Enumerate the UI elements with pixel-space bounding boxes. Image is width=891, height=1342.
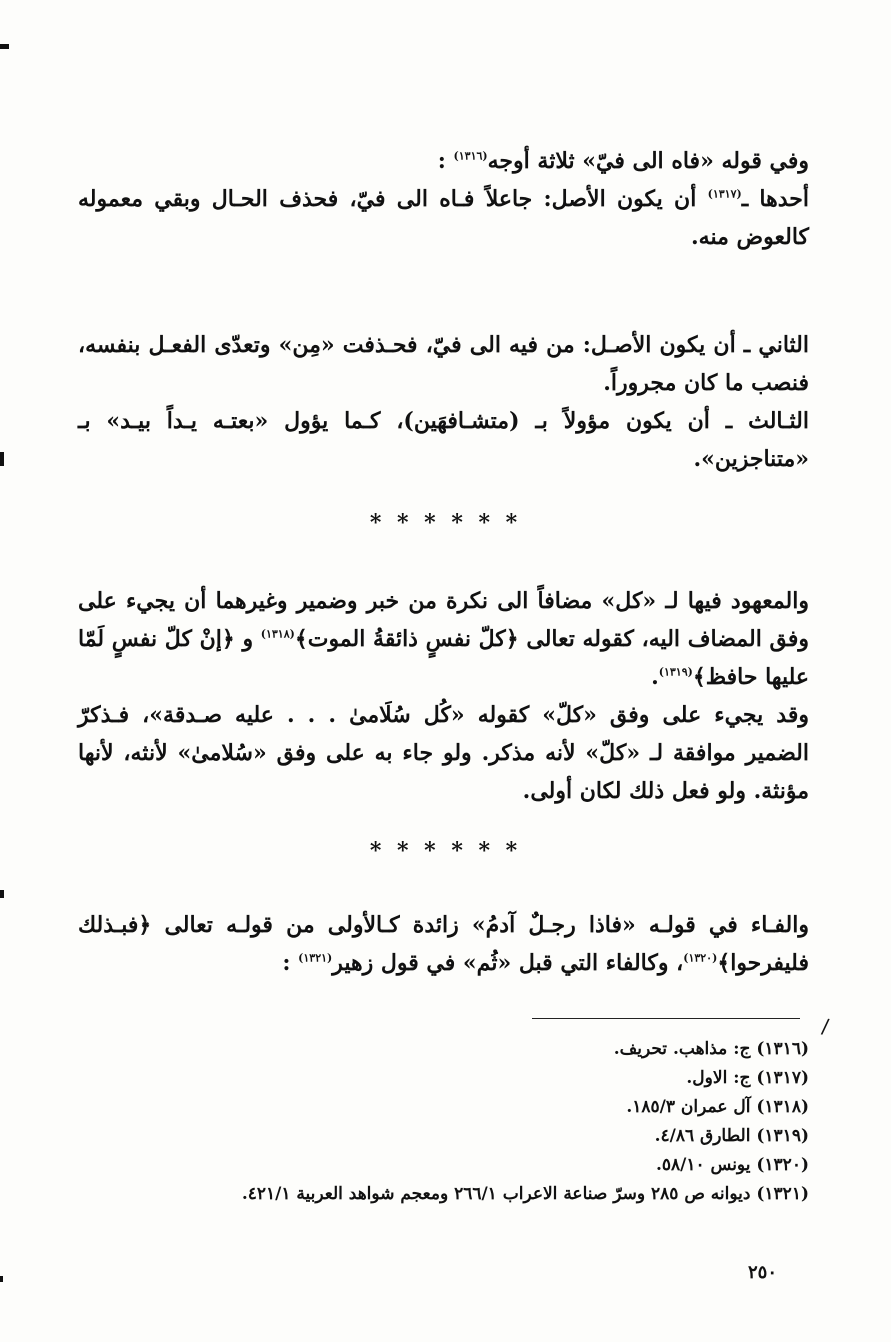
- footnotes: [80, 1035, 809, 1209]
- footnote-1317: (١٣١٧) ج: الاول.: [686, 1068, 809, 1088]
- page-number: ٢٥٠: [748, 1262, 778, 1283]
- aspect-first: أحدها ـ$^{(١٣١٧)}$ أن يكون الأصل: جاعلاً فـاه الى فيّ، فحذف الحـال وبقي معموله كالعوض منه.: [78, 186, 809, 250]
- ref-1319: (١٣١٩): [658, 665, 693, 679]
- paragraph-kull: [78, 582, 809, 810]
- aspect-second: الثاني ـ أن يكون الأصـل: من فيه الى فيّ، فحـذفت «مِن» وتعدّى الفعـل بنفسه، فنصب ما كان مجروراً.: [78, 332, 809, 396]
- separator-stars-2: * * * * * *: [369, 838, 522, 864]
- ref-1317: (١٣١٧): [707, 187, 742, 201]
- footnote-1321: (١٣٢١) ديوانه ص ٢٨٥ وسرّ صناعة الاعراب ٢٦٦/١ ومعجم شواهد العربية ٤٢١/١.: [241, 1184, 809, 1204]
- ref-1316: (١٣١٦): [453, 149, 488, 163]
- line-intro: وفي قوله «فاه الى فيّ» ثلاثة أوجه$^{(١٣١٦)}$ :: [437, 148, 809, 174]
- scan-edge-mark-top: [0, 44, 9, 49]
- kull-masculine: وقد يجيء على وفق «كلّ» كقوله «كُل سُلَامىٰ . . . عليه صـدقة»، فـذكرّ الضمير موافقة لـ «كلّ» لأنه مذكر. ولو جاء به على وفق «سُلامىٰ» لأنثه، لأنها مؤنثة. ولو فعل ذلك لكان أولى.: [78, 702, 809, 804]
- footnote-1316: (١٣١٦) ج: مذاهب. تحريف.: [613, 1039, 809, 1059]
- fa-line: والفـاء في قولـه «فاذا رجـلٌ آدمُ» زائدة كـالأولى من قولـه تعالى ﴿فبـذلك فليفرحوا﴾$^{(١٣٢٠)}$، وكالفاء التي قبل «ثُم» في قول زهير$^{(١٣٢١)}$ :: [78, 912, 809, 976]
- footnote-rule: [532, 1018, 800, 1019]
- ref-1320: (١٣٢٠): [683, 951, 718, 965]
- scan-edge-mark-bottom: [0, 1276, 3, 1282]
- footnote-1319: (١٣١٩) الطارق ٤/٨٦.: [654, 1126, 809, 1146]
- paragraph-fa-zaida: [78, 906, 809, 982]
- scan-edge-mark-lower: [0, 890, 4, 898]
- separator-stars-1: * * * * * *: [369, 510, 522, 536]
- scan-edge-mark-middle: [0, 452, 4, 466]
- footnote-1318: (١٣١٨) آل عمران ١٨٥/٣.: [626, 1097, 809, 1117]
- margin-slash-mark: /: [820, 1013, 831, 1039]
- ref-1321: (١٣٢١): [298, 951, 333, 965]
- ref-1318: (١٣١٨): [260, 627, 295, 641]
- footnote-1320: (١٣٢٠) يونس ٥٨/١٠.: [655, 1155, 809, 1175]
- aspect-third: الثـالث ـ أن يكون مؤولاً بـ (متشـافهَين)، كـما يؤول «بعتـه يـداً بيـد» بـ «متناجزين».: [78, 408, 809, 472]
- paragraph-three-aspects: [78, 142, 809, 256]
- paragraph-second-third: [78, 326, 809, 478]
- kull-agreement: والمعهود فيها لـ «كل» مضافاً الى نكرة من خبر وضمير وغيرهما أن يجيء على وفق المضاف اليه، كقوله تعالى ﴿كلّ نفسٍ ذائقةُ الموت﴾$^{(١٣١٨)}$ و ﴿إنْ كلّ نفسٍ لَمّا عليها حافظ﴾$^{(١٣١٩)}$.: [78, 588, 809, 690]
